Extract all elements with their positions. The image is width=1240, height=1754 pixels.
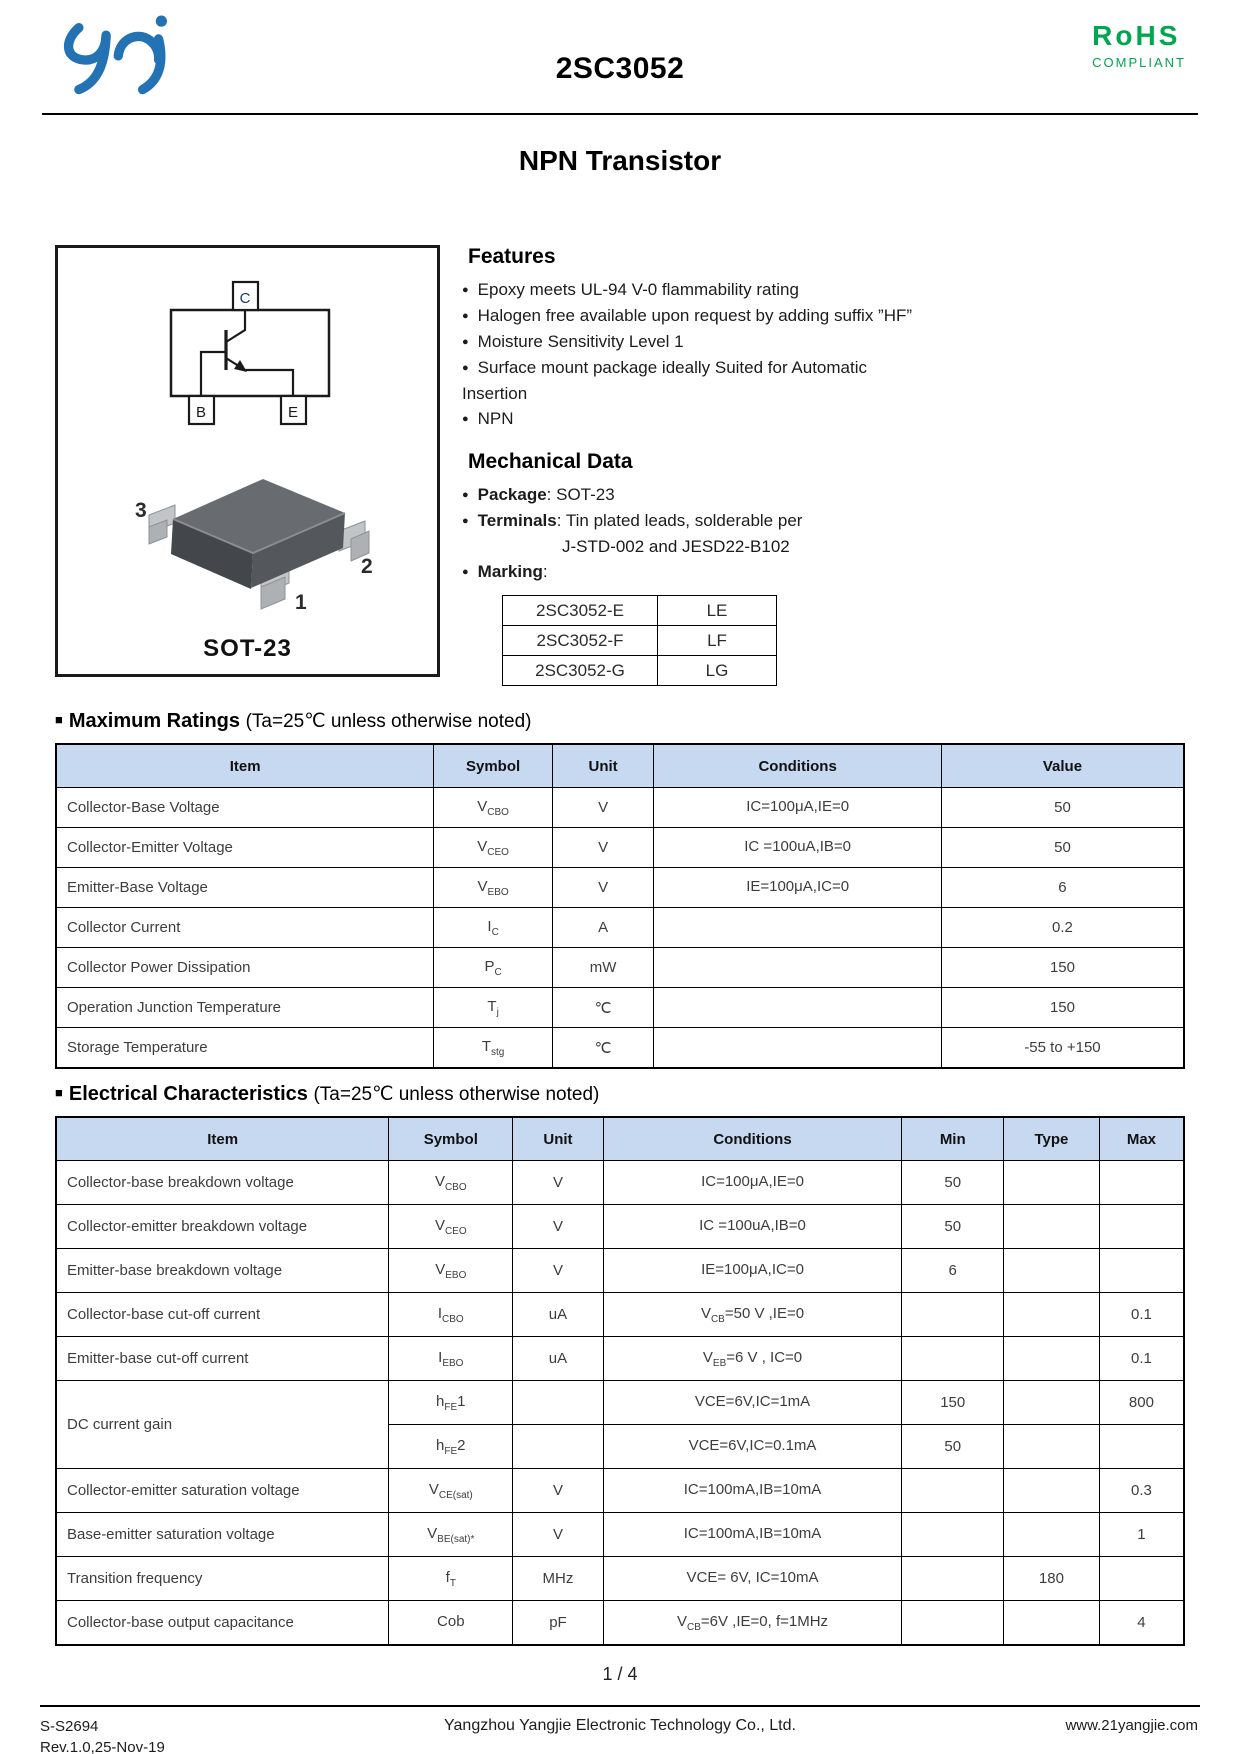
features-heading: Features (468, 245, 556, 268)
marking-type-cell: 2SC3052-E (503, 596, 658, 626)
feature-text: Epoxy meets UL-94 V-0 flammability rating (477, 280, 799, 299)
max-cell: 800 (1099, 1381, 1184, 1425)
item-cell: Collector Current (56, 908, 434, 948)
symbol-cell: $I_{EBO}$ (389, 1337, 513, 1381)
table-row (56, 1601, 1184, 1646)
type-cell (1003, 1601, 1099, 1646)
unit-cell: uA (513, 1293, 603, 1337)
conditions-cell: IC =100uA,IB=0 (603, 1205, 902, 1249)
type-cell (1003, 1249, 1099, 1293)
symbol-cell: $V_{BE(sat)*}$ (389, 1513, 513, 1557)
type-cell (1003, 1513, 1099, 1557)
bullet-icon: ● (462, 336, 469, 348)
conditions-cell: $V_{CB}=6V$ ,IE=0, f=1MHz (603, 1601, 902, 1646)
mechanical-text-continuation: J-STD-002 and JESD22-B102 (562, 537, 790, 556)
symbol-cell: $V_{CEO}$ (389, 1205, 513, 1249)
mechanical-text: : (542, 562, 548, 581)
symbol-cell: $V_{CBO}$ (434, 788, 552, 828)
marking-row (503, 596, 777, 626)
electrical-heading (55, 1083, 1185, 1106)
conditions-cell: IC=100μA,IE=0 (603, 1161, 902, 1205)
feature-text: NPN (477, 409, 514, 428)
symbol-cell: $h_{FE}1$ (389, 1381, 513, 1425)
value-cell: 150 (941, 948, 1184, 988)
page-footer (40, 1705, 1200, 1754)
min-cell: 50 (902, 1205, 1004, 1249)
value-cell: 50 (941, 828, 1184, 868)
col-item: Item (56, 1117, 389, 1161)
type-cell (1003, 1469, 1099, 1513)
conditions-cell: IC=100mA,IB=10mA (603, 1513, 902, 1557)
bullet-icon: ● (462, 362, 469, 374)
conditions-cell: $V_{CB}=50$ V ,IE=0 (603, 1293, 902, 1337)
section-title: Maximum Ratings (68, 710, 241, 732)
col-unit: Unit (552, 744, 654, 788)
unit-cell: V (513, 1513, 603, 1557)
min-cell: 50 (902, 1161, 1004, 1205)
col-type: Type (1003, 1117, 1099, 1161)
unit-cell: V (513, 1469, 603, 1513)
unit-cell: V (552, 868, 654, 908)
feature-item (462, 277, 1185, 303)
package-pin2-label: 2 (360, 555, 373, 578)
unit-cell: ℃ (552, 988, 654, 1028)
min-cell: 50 (902, 1425, 1004, 1469)
feature-item (462, 406, 1185, 432)
value-cell: 50 (941, 788, 1184, 828)
type-cell (1003, 1381, 1099, 1425)
symbol-cell: $V_{CE(sat)}$ (389, 1469, 513, 1513)
type-cell (1003, 1161, 1099, 1205)
conditions-cell (654, 1028, 942, 1069)
conditions-cell: IE=100μA,IC=0 (603, 1249, 902, 1293)
symbol-cell: $f_T$ (389, 1557, 513, 1601)
package-pin3-label: 3 (134, 499, 147, 522)
package-figure-box (55, 245, 440, 677)
min-cell (902, 1601, 1004, 1646)
page-title: NPN Transistor (518, 145, 722, 176)
feature-item (462, 329, 1185, 355)
conditions-cell: IC=100μA,IE=0 (654, 788, 942, 828)
max-cell: 4 (1099, 1601, 1184, 1646)
electrical-table (55, 1116, 1185, 1646)
page-header (42, 0, 1198, 115)
max-cell: 0.1 (1099, 1337, 1184, 1381)
table-row (56, 828, 1184, 868)
col-conditions: Conditions (654, 744, 942, 788)
conditions-cell (654, 988, 942, 1028)
symbol-cell: $h_{FE}2$ (389, 1425, 513, 1469)
conditions-cell: VCE=6V,IC=1mA (603, 1381, 902, 1425)
max-cell (1099, 1425, 1184, 1469)
unit-cell: MHz (513, 1557, 603, 1601)
item-cell: Storage Temperature (56, 1028, 434, 1069)
table-row (56, 988, 1184, 1028)
min-cell (902, 1557, 1004, 1601)
section-note: (Ta=25℃ unless otherwise noted) (313, 1084, 600, 1105)
conditions-cell: IC=100mA,IB=10mA (603, 1469, 902, 1513)
unit-cell (513, 1381, 603, 1425)
max-cell: 1 (1099, 1513, 1184, 1557)
bullet-icon: ● (462, 515, 469, 527)
col-unit: Unit (513, 1117, 603, 1161)
feature-text-continuation: Insertion (462, 384, 528, 403)
col-value: Value (941, 744, 1184, 788)
mechanical-item (462, 482, 1185, 508)
rohs-subtitle: COMPLIANT (1092, 55, 1186, 70)
max-cell (1099, 1161, 1184, 1205)
value-cell: 6 (941, 868, 1184, 908)
doc-revision: Rev.1.0,25-Nov-19 (40, 1739, 165, 1754)
symbol-cell: $I_C$ (434, 908, 552, 948)
feature-text: Surface mount package ideally Suited for Automatic (477, 358, 867, 377)
company-website: www.21yangjie.com (1065, 1717, 1198, 1734)
marking-code-cell: LG (658, 656, 777, 686)
item-cell: Collector-base output capacitance (56, 1601, 389, 1646)
marking-row (503, 626, 777, 656)
section-marker-icon: ■ (55, 1085, 63, 1100)
bullet-icon: ● (462, 489, 469, 501)
max-cell (1099, 1557, 1184, 1601)
symbol-cell: $V_{EBO}$ (434, 868, 552, 908)
mechanical-item (462, 508, 1185, 534)
mechanical-item (462, 559, 1185, 585)
page-number: 1 / 4 (602, 1664, 638, 1684)
section-title: Electrical Characteristics (68, 1083, 308, 1105)
section-marker-icon: ■ (55, 712, 63, 727)
unit-cell: ℃ (552, 1028, 654, 1069)
table-row (56, 948, 1184, 988)
mechanical-label: Marking (477, 562, 543, 581)
bullet-icon: ● (462, 413, 469, 425)
table-header-row (56, 744, 1184, 788)
symbol-cell: Cob (389, 1601, 513, 1646)
unit-cell: A (552, 908, 654, 948)
schematic-pin-c-label: C (239, 290, 250, 307)
feature-item (462, 355, 1185, 381)
table-row (56, 1337, 1184, 1381)
max-cell: 0.1 (1099, 1293, 1184, 1337)
table-row (56, 1513, 1184, 1557)
rohs-title: RoHS (1092, 20, 1181, 51)
min-cell (902, 1513, 1004, 1557)
col-min: Min (902, 1117, 1004, 1161)
feature-text: Halogen free available upon request by adding suffix ”HF” (477, 306, 913, 325)
package-pin1-label: 1 (294, 591, 307, 614)
mechanical-heading: Mechanical Data (468, 450, 633, 473)
min-cell (902, 1469, 1004, 1513)
type-cell: 180 (1003, 1557, 1099, 1601)
max-cell (1099, 1249, 1184, 1293)
feature-item (462, 303, 1185, 329)
company-name: Yangzhou Yangjie Electronic Technology Co., Ltd. (444, 1717, 796, 1734)
type-cell (1003, 1337, 1099, 1381)
item-cell: Emitter-Base Voltage (56, 868, 434, 908)
unit-cell: V (513, 1161, 603, 1205)
min-cell: 150 (902, 1381, 1004, 1425)
table-row (56, 1557, 1184, 1601)
mechanical-label: Terminals (477, 511, 557, 530)
conditions-cell: VCE= 6V, IC=10mA (603, 1557, 902, 1601)
bullet-icon: ● (462, 284, 469, 296)
sot23-package-image (113, 457, 383, 617)
features-column (462, 245, 1185, 686)
top-content-row (55, 245, 1185, 686)
item-cell: Collector Power Dissipation (56, 948, 434, 988)
item-cell: Collector-Base Voltage (56, 788, 434, 828)
item-cell: Collector-base cut-off current (56, 1293, 389, 1337)
conditions-cell (654, 948, 942, 988)
symbol-cell: $T_{stg}$ (434, 1028, 552, 1069)
marking-type-cell: 2SC3052-G (503, 656, 658, 686)
table-row (56, 908, 1184, 948)
type-cell (1003, 1293, 1099, 1337)
rohs-badge (1092, 20, 1186, 70)
max-ratings-table (55, 743, 1185, 1069)
package-name: SOT-23 (203, 635, 292, 662)
table-row (56, 1028, 1184, 1069)
item-cell: Emitter-base breakdown voltage (56, 1249, 389, 1293)
table-row (56, 1381, 1184, 1425)
item-cell: DC current gain (56, 1381, 389, 1469)
bullet-icon: ● (462, 310, 469, 322)
symbol-cell: $V_{CEO}$ (434, 828, 552, 868)
marking-table (502, 595, 777, 686)
marking-code-cell: LF (658, 626, 777, 656)
item-cell: Operation Junction Temperature (56, 988, 434, 1028)
unit-cell (513, 1425, 603, 1469)
symbol-cell: $V_{EBO}$ (389, 1249, 513, 1293)
col-item: Item (56, 744, 434, 788)
unit-cell: V (513, 1205, 603, 1249)
table-header-row (56, 1117, 1184, 1161)
marking-row (503, 656, 777, 686)
symbol-cell: $P_C$ (434, 948, 552, 988)
value-cell: 0.2 (941, 908, 1184, 948)
unit-cell: uA (513, 1337, 603, 1381)
max-cell: 0.3 (1099, 1469, 1184, 1513)
unit-cell: V (513, 1249, 603, 1293)
table-row (56, 788, 1184, 828)
min-cell (902, 1337, 1004, 1381)
conditions-cell: $V_{EB}=6$ V , IC=0 (603, 1337, 902, 1381)
item-cell: Collector-Emitter Voltage (56, 828, 434, 868)
type-cell (1003, 1425, 1099, 1469)
unit-cell: V (552, 828, 654, 868)
mechanical-text: : SOT-23 (546, 485, 615, 504)
conditions-cell: VCE=6V,IC=0.1mA (603, 1425, 902, 1469)
item-cell: Collector-emitter breakdown voltage (56, 1205, 389, 1249)
col-symbol: Symbol (434, 744, 552, 788)
marking-code-cell: LE (658, 596, 777, 626)
min-cell (902, 1293, 1004, 1337)
conditions-cell: IE=100μA,IC=0 (654, 868, 942, 908)
item-cell: Transition frequency (56, 1557, 389, 1601)
unit-cell: mW (552, 948, 654, 988)
table-row (56, 1249, 1184, 1293)
symbol-cell: $T_j$ (434, 988, 552, 1028)
symbol-cell: $V_{CBO}$ (389, 1161, 513, 1205)
table-row (56, 1469, 1184, 1513)
item-cell: Collector-base breakdown voltage (56, 1161, 389, 1205)
table-row (56, 1161, 1184, 1205)
item-cell: Base-emitter saturation voltage (56, 1513, 389, 1557)
unit-cell: V (552, 788, 654, 828)
table-row (56, 1293, 1184, 1337)
symbol-cell: $I_{CBO}$ (389, 1293, 513, 1337)
unit-cell: pF (513, 1601, 603, 1646)
npn-schematic-icon (123, 272, 373, 437)
mechanical-text: : Tin plated leads, solderable per (556, 511, 803, 530)
feature-text: Moisture Sensitivity Level 1 (477, 332, 684, 351)
conditions-cell (654, 908, 942, 948)
col-conditions: Conditions (603, 1117, 902, 1161)
value-cell: 150 (941, 988, 1184, 1028)
item-cell: Collector-emitter saturation voltage (56, 1469, 389, 1513)
table-row (56, 1205, 1184, 1249)
marking-type-cell: 2SC3052-F (503, 626, 658, 656)
max-ratings-heading (55, 710, 1185, 733)
schematic-pin-b-label: B (195, 404, 206, 421)
section-note: (Ta=25℃ unless otherwise noted) (245, 711, 532, 732)
min-cell: 6 (902, 1249, 1004, 1293)
type-cell (1003, 1205, 1099, 1249)
doc-code: S-S2694 (40, 1718, 99, 1735)
part-number: 2SC3052 (555, 52, 685, 85)
table-row (56, 868, 1184, 908)
conditions-cell: IC =100uA,IB=0 (654, 828, 942, 868)
col-max: Max (1099, 1117, 1184, 1161)
bullet-icon: ● (462, 566, 469, 578)
mechanical-label: Package (477, 485, 547, 504)
value-cell: -55 to +150 (941, 1028, 1184, 1069)
item-cell: Emitter-base cut-off current (56, 1337, 389, 1381)
schematic-pin-e-label: E (287, 404, 298, 421)
col-symbol: Symbol (389, 1117, 513, 1161)
max-cell (1099, 1205, 1184, 1249)
